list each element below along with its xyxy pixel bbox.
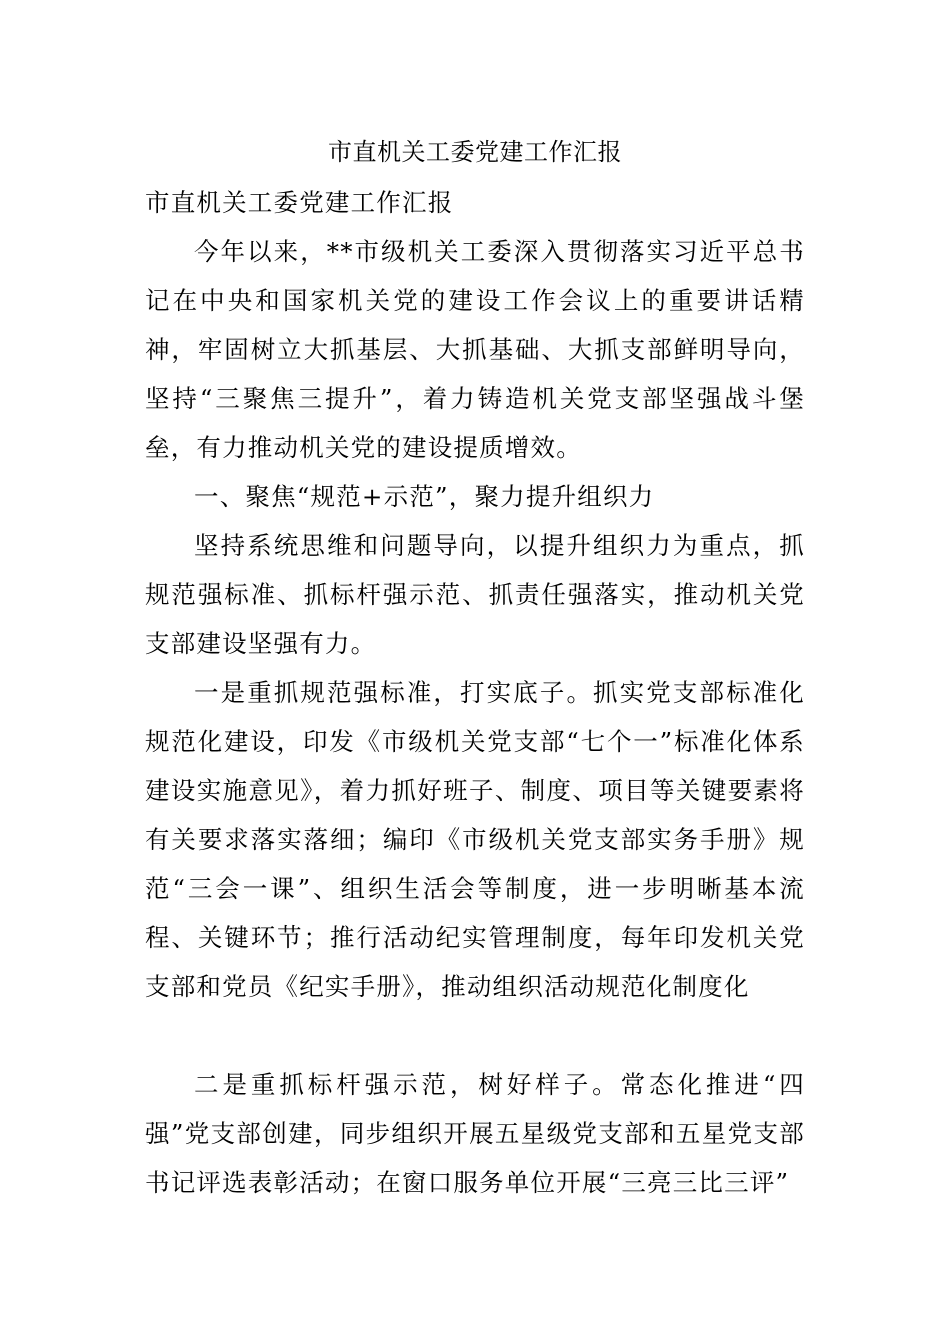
section-heading-1: 一、聚焦“规范+示范”，聚力提升组织力 [194,482,655,511]
subtitle-paragraph: 市直机关工委党建工作汇报 [145,188,454,217]
intro-paragraph: 今年以来，**市级机关工委深入贯彻落实习近平总书记在中央和国家机关党的建设工作会议上的重要讲话精神，牢固树立大抓基层、大抓基础、大抓支部鲜明导向，坚持“三聚焦三提升”，着力铸造机关党支部坚强战斗堡垒，有力推动机关党的建设提质增效。 [145,237,805,462]
document-body [145,178,805,1207]
point-1-paragraph: 一是重抓规范强标准，打实底子。抓实党支部标准化规范化建设，印发《市级机关党支部“七个一”标准化体系建设实施意见》，着力抓好班子、制度、项目等关键要素将有关要求落实落细；编印《市级机关党支部实务手册》规范“三会一课”、组织生活会等制度，进一步明晰基本流程、关键环节；推行活动纪实管理制度，每年印发机关党支部和党员《纪实手册》，推动组织活动规范化制度化 [145,678,805,1001]
point-2-paragraph: 二是重抓标杆强示范，树好样子。常态化推进“四强”党支部创建，同步组织开展五星级党支部和五星党支部书记评选表彰活动；在窗口服务单位开展“三亮三比三评” [145,1070,805,1197]
document-title: 市直机关工委党建工作汇报 [328,138,622,166]
section-1-intro-paragraph: 坚持系统思维和问题导向，以提升组织力为重点，抓规范强标准、抓标杆强示范、抓责任强落实，推动机关党支部建设坚强有力。 [145,531,805,658]
paragraph-gap [145,1011,805,1060]
